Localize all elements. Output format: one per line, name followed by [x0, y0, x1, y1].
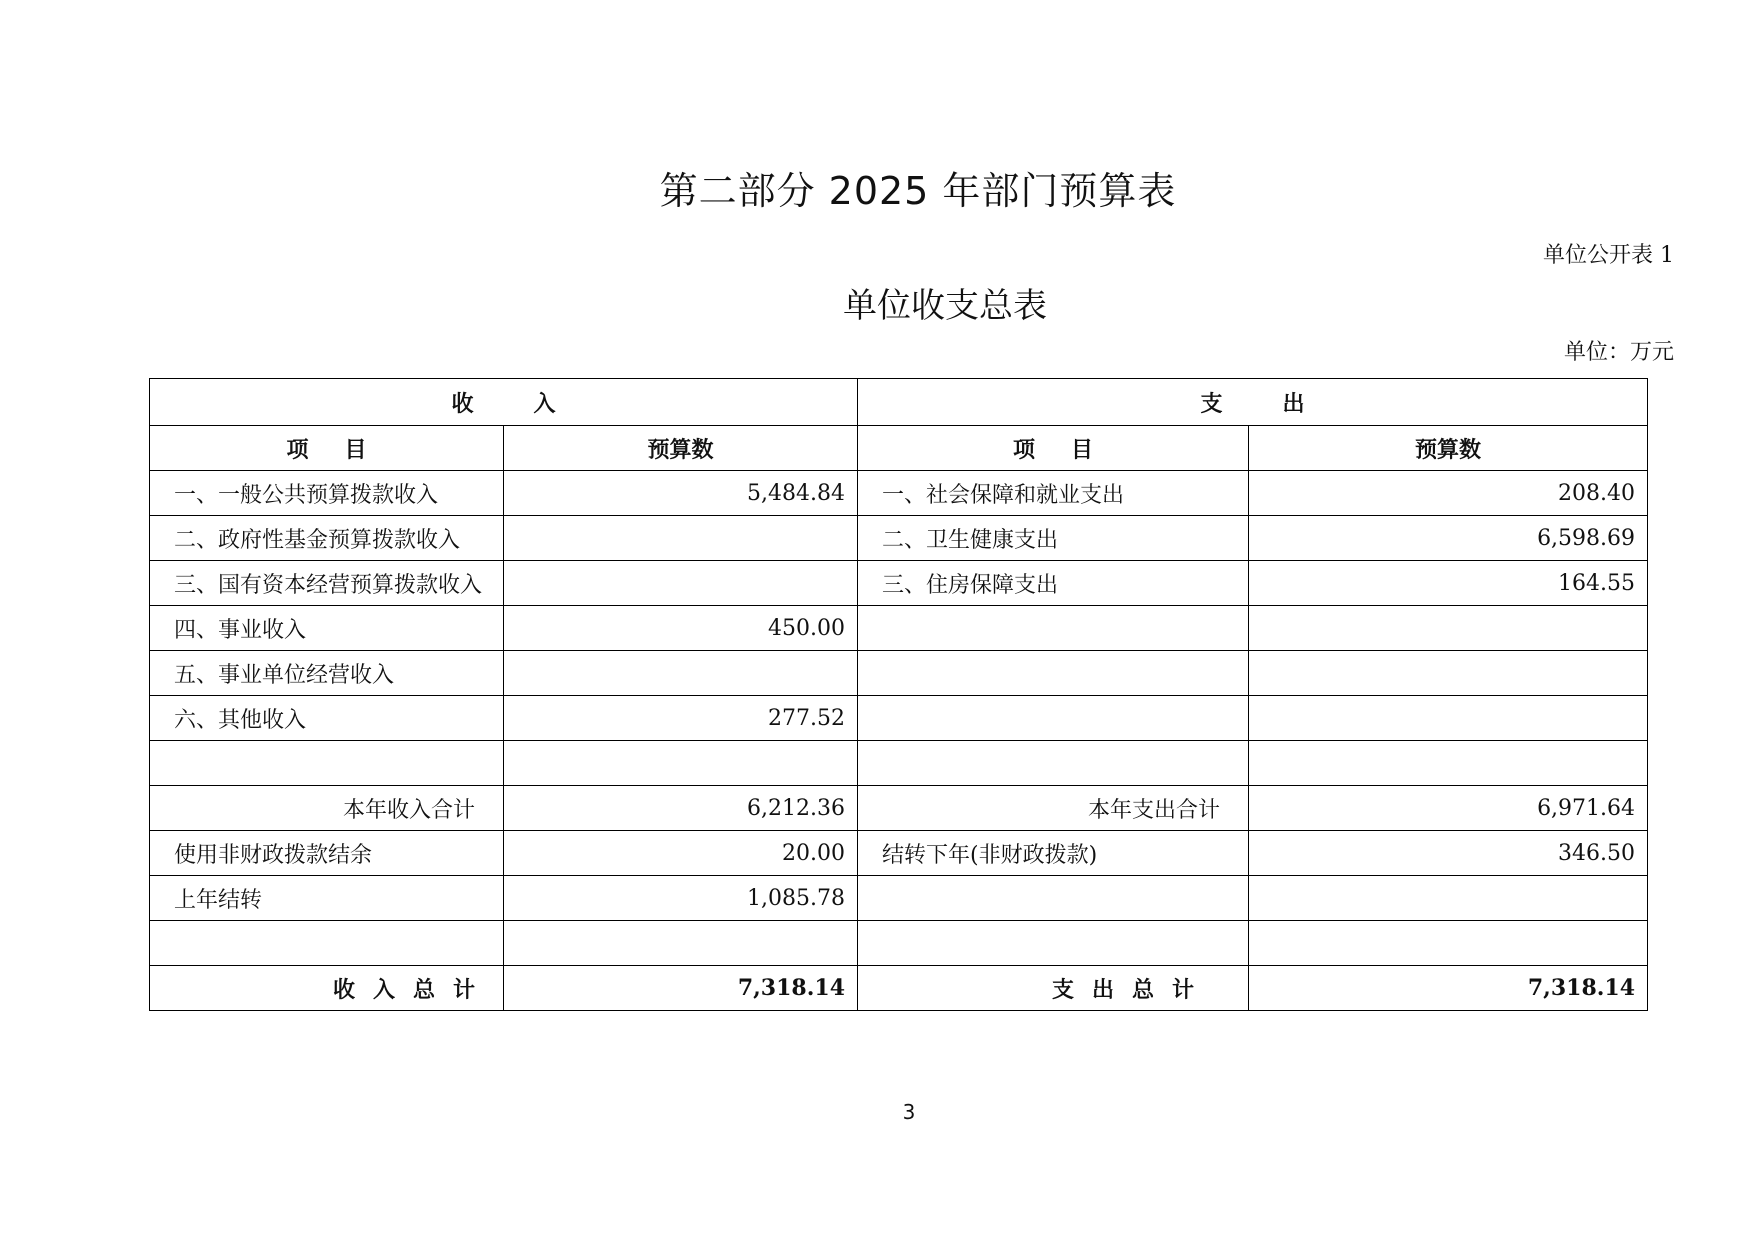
table-row-total — [150, 966, 1648, 1011]
income-value-cell — [504, 741, 858, 786]
table-title: 单位收支总表 — [843, 286, 1047, 326]
page-number: 3 — [902, 1100, 916, 1124]
income-total-label: 收入总计 — [150, 966, 504, 1011]
income-subtotal-label: 本年收入合计 — [150, 786, 504, 831]
expense-total-value: 7,318.14 — [1249, 966, 1648, 1011]
table-row — [150, 876, 1648, 921]
expense-item-cell: 结转下年(非财政拨款) — [858, 831, 1249, 876]
table-row — [150, 651, 1648, 696]
income-section-header: 收入 — [150, 379, 858, 426]
income-budget-header: 预算数 — [504, 426, 858, 471]
income-item-cell — [150, 741, 504, 786]
expense-value-cell: 208.40 — [1249, 471, 1648, 516]
expense-subtotal-label: 本年支出合计 — [858, 786, 1249, 831]
income-value-cell — [504, 921, 858, 966]
unit-label: 单位：万元 — [1563, 340, 1674, 365]
expense-item-cell — [858, 651, 1249, 696]
table-row — [150, 516, 1648, 561]
budget-summary-table — [149, 378, 1648, 1011]
income-value-cell — [504, 561, 858, 606]
table-row — [150, 921, 1648, 966]
income-value-cell — [504, 651, 858, 696]
expense-item-cell: 一、社会保障和就业支出 — [858, 471, 1249, 516]
expense-item-cell — [858, 606, 1249, 651]
income-item-cell: 三、国有资本经营预算拨款收入 — [150, 561, 504, 606]
expense-item-cell: 二、卫生健康支出 — [858, 516, 1249, 561]
expense-value-cell — [1249, 876, 1648, 921]
expense-item-header: 项目 — [858, 426, 1249, 471]
income-item-cell: 六、其他收入 — [150, 696, 504, 741]
expense-value-cell: 164.55 — [1249, 561, 1648, 606]
income-item-cell: 使用非财政拨款结余 — [150, 831, 504, 876]
expense-value-cell — [1249, 741, 1648, 786]
income-item-header: 项目 — [150, 426, 504, 471]
expense-item-cell — [858, 876, 1249, 921]
table-row — [150, 741, 1648, 786]
expense-value-cell: 6,598.69 — [1249, 516, 1648, 561]
income-subtotal-value: 6,212.36 — [504, 786, 858, 831]
income-item-cell: 五、事业单位经营收入 — [150, 651, 504, 696]
expense-value-cell — [1249, 606, 1648, 651]
expense-subtotal-value: 6,971.64 — [1249, 786, 1648, 831]
income-item-cell — [150, 921, 504, 966]
expense-section-header: 支出 — [858, 379, 1648, 426]
expense-value-cell — [1249, 651, 1648, 696]
income-item-cell: 四、事业收入 — [150, 606, 504, 651]
table-row — [150, 831, 1648, 876]
expense-total-label: 支出总计 — [858, 966, 1249, 1011]
expense-item-cell: 三、住房保障支出 — [858, 561, 1249, 606]
expense-item-cell — [858, 696, 1249, 741]
table-number-label: 单位公开表 1 — [1543, 243, 1674, 268]
header-row-columns — [150, 426, 1648, 471]
income-value-cell: 20.00 — [504, 831, 858, 876]
expense-value-cell — [1249, 921, 1648, 966]
table-row — [150, 471, 1648, 516]
expense-value-cell — [1249, 696, 1648, 741]
income-total-value: 7,318.14 — [504, 966, 858, 1011]
income-value-cell: 450.00 — [504, 606, 858, 651]
main-title: 第二部分 2025 年部门预算表 — [659, 169, 1177, 213]
header-row-sections — [150, 379, 1648, 426]
income-value-cell: 5,484.84 — [504, 471, 858, 516]
table-row — [150, 561, 1648, 606]
income-item-cell: 一、一般公共预算拨款收入 — [150, 471, 504, 516]
income-value-cell — [504, 516, 858, 561]
expense-budget-header: 预算数 — [1249, 426, 1648, 471]
expense-item-cell — [858, 741, 1249, 786]
income-value-cell: 277.52 — [504, 696, 858, 741]
table-row — [150, 606, 1648, 651]
table-row — [150, 696, 1648, 741]
income-item-cell: 二、政府性基金预算拨款收入 — [150, 516, 504, 561]
expense-item-cell — [858, 921, 1249, 966]
expense-value-cell: 346.50 — [1249, 831, 1648, 876]
income-value-cell: 1,085.78 — [504, 876, 858, 921]
table-row-subtotal — [150, 786, 1648, 831]
income-item-cell: 上年结转 — [150, 876, 504, 921]
